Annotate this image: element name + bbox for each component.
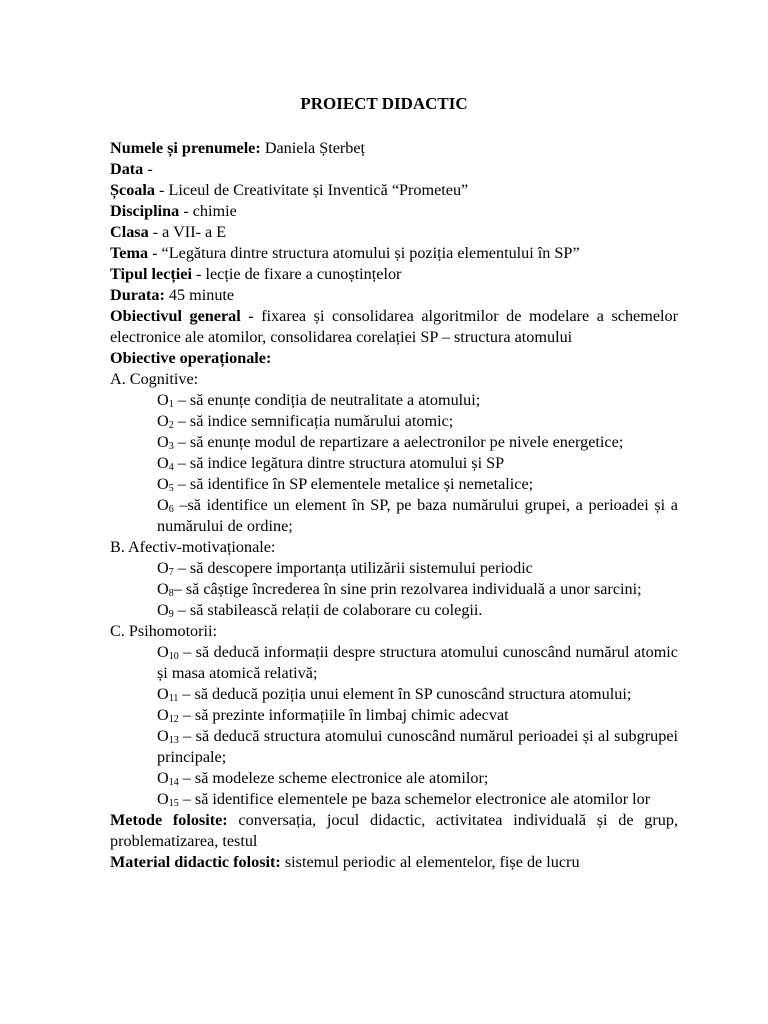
- objective-text: – să identifice elementele pe baza schemelor electronice ale atomilor lor: [178, 790, 651, 808]
- objective-number: 11: [168, 693, 179, 704]
- field-label: Numele și prenumele:: [110, 139, 261, 157]
- objective-letter: O: [157, 601, 169, 619]
- field-label: Disciplina: [110, 202, 180, 220]
- objective-item: [157, 726, 678, 768]
- objective-number: 2: [168, 420, 174, 431]
- objective-letter: O: [157, 475, 169, 493]
- field-label: Material didactic folosit:: [110, 853, 281, 871]
- objective-text: – să câștige încrederea în sine prin rezolvarea individuală a unor sarcini;: [173, 580, 642, 598]
- objective-item: [157, 684, 678, 705]
- objective-item: [157, 453, 678, 474]
- objective-number: 8: [168, 588, 174, 599]
- field-nume: [110, 138, 678, 159]
- objective-text: – să modeleze scheme electronice ale atomilor;: [178, 769, 489, 787]
- document-body: [110, 138, 678, 873]
- objective-letter: O: [157, 790, 169, 808]
- objective-letter: O: [157, 454, 169, 472]
- objective-text: – să descopere importanța utilizării sistemului periodic: [173, 559, 533, 577]
- objective-letter: O: [157, 391, 169, 409]
- field-label: Data: [110, 160, 144, 178]
- objective-letter: O: [157, 433, 169, 451]
- field-value: Daniela Șterbeț: [260, 139, 366, 157]
- section-heading-cognitive: A. Cognitive:: [110, 370, 199, 388]
- field-label: Obiectivul general -: [110, 307, 254, 325]
- objective-text: – să stabilească relații de colaborare cu colegii.: [173, 601, 483, 619]
- objective-item: [157, 579, 678, 600]
- field-value: -: [143, 160, 153, 178]
- objective-number: 9: [168, 609, 174, 620]
- field-clasa: [110, 222, 678, 243]
- field-value: - Liceul de Creativitate și Inventică “Prometeu”: [154, 181, 469, 199]
- objective-number: 7: [168, 567, 174, 578]
- objective-item: [157, 432, 678, 453]
- objective-letter: O: [157, 706, 169, 724]
- objective-item: [157, 558, 678, 579]
- objective-letter: O: [157, 769, 169, 787]
- objective-text: – să prezinte informațiile în limbaj chimic adecvat: [178, 706, 509, 724]
- objective-text: – să enunțe modul de repartizare a aelectronilor pe nivele energetice;: [173, 433, 624, 451]
- objective-text: –să identifice un element în SP, pe baza numărului grupei, a perioadei și a numărului de ordine;: [157, 496, 678, 535]
- field-metode: [110, 810, 678, 852]
- field-data: [110, 159, 678, 180]
- objective-letter: O: [157, 559, 169, 577]
- objective-text: – să enunțe condiția de neutralitate a atomului;: [173, 391, 481, 409]
- field-label: Tema: [110, 244, 149, 262]
- objective-number: 15: [168, 798, 179, 809]
- objective-number: 4: [168, 462, 174, 473]
- objective-letter: O: [157, 727, 169, 745]
- field-value: sistemul periodic al elementelor, fișe de lucru: [280, 853, 580, 871]
- objective-number: 6: [168, 504, 174, 515]
- objective-text: – să deducă informații despre structura atomului cunoscând numărul atomic și masa atomică relativă;: [157, 643, 678, 682]
- field-value: - a VII- a E: [148, 223, 227, 241]
- obiective-operationale-heading: Obiective operaționale:: [110, 349, 272, 367]
- objective-number: 3: [168, 441, 174, 452]
- field-label: Clasa: [110, 223, 149, 241]
- objectives-list-cognitive: [110, 390, 678, 537]
- objective-number: 12: [168, 714, 179, 725]
- objective-item: [157, 411, 678, 432]
- objective-number: 5: [168, 483, 174, 494]
- field-material: [110, 852, 678, 873]
- objective-text: – să indice legătura dintre structura atomului și SP: [173, 454, 505, 472]
- objective-item: [157, 768, 678, 789]
- objective-letter: O: [157, 685, 169, 703]
- field-disciplina: [110, 201, 678, 222]
- objective-item: [157, 705, 678, 726]
- field-label: Durata:: [110, 286, 165, 304]
- field-tip: [110, 264, 678, 285]
- field-value: - lecție de fixare a cunoștințelor: [192, 265, 402, 283]
- objective-text: – să identifice în SP elementele metalice și nemetalice;: [173, 475, 534, 493]
- objective-letter: O: [157, 496, 169, 514]
- objectives-list-psihomotorii: [110, 642, 678, 810]
- field-value: - chimie: [179, 202, 237, 220]
- objective-item: [157, 600, 678, 621]
- section-heading-afectiv: B. Afectiv-motivaționale:: [110, 538, 276, 556]
- objective-item: [157, 390, 678, 411]
- objective-letter: O: [157, 580, 169, 598]
- field-tema: [110, 243, 678, 264]
- objectives-list-afectiv: [110, 558, 678, 621]
- field-label: Tipul lecției: [110, 265, 192, 283]
- objective-item: [157, 474, 678, 495]
- objective-number: 14: [168, 777, 179, 788]
- field-obiectiv-general: [110, 306, 678, 348]
- objective-item: [157, 495, 678, 537]
- objective-letter: O: [157, 643, 169, 661]
- objective-item: [157, 789, 678, 810]
- field-label: Școala: [110, 181, 155, 199]
- field-value: 45 minute: [164, 286, 235, 304]
- objective-text: – să deducă structura atomului cunoscând numărul perioadei și al subgrupei principale;: [157, 727, 678, 766]
- field-value: conversația, jocul didactic, activitatea individuală și de grup, problematizarea, testul: [110, 811, 678, 850]
- field-value: - “Legătura dintre structura atomului și poziția elementului în SP”: [148, 244, 580, 262]
- field-durata: [110, 285, 678, 306]
- field-value: fixarea și consolidarea algoritmilor de modelare a schemelor electronice ale atomilor, consolidarea corelației SP – structura atomului: [110, 307, 678, 346]
- objective-number: 13: [168, 735, 179, 746]
- field-scoala: [110, 180, 678, 201]
- objective-number: 10: [168, 651, 179, 662]
- section-heading-psihomotorii: C. Psihomotorii:: [110, 622, 218, 640]
- objective-text: – să indice semnificația numărului atomic;: [173, 412, 454, 430]
- objective-item: [157, 642, 678, 684]
- objective-letter: O: [157, 412, 169, 430]
- field-label: Metode folosite:: [110, 811, 228, 829]
- objective-text: – să deducă poziția unui element în SP cunoscând structura atomului;: [178, 685, 632, 703]
- page-title: PROIECT DIDACTIC: [300, 94, 468, 113]
- objective-number: 1: [168, 399, 174, 410]
